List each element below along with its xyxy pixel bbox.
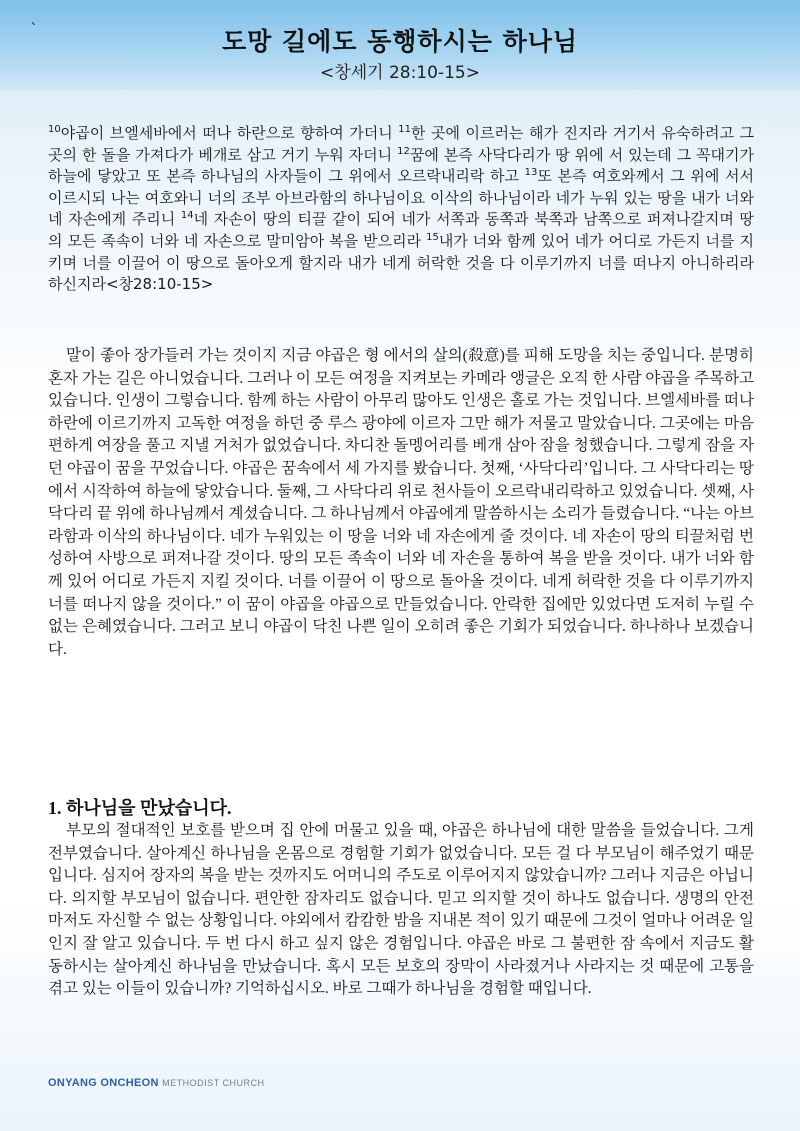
page-title: 도망 길에도 동행하시는 하나님: [221, 27, 579, 56]
header-mark: `: [30, 20, 38, 39]
verse-number: 10: [48, 124, 61, 135]
verse-text: 한 곳에 이르러는 해가 진지라 거기서 유숙하려고 그 곳의 한 돌을 가져다가 베개로 삼고 거기 누워 자더니: [48, 124, 754, 164]
scripture-passage: [48, 123, 754, 296]
verse-number: 15: [426, 231, 439, 243]
section-heading: 1. 하나님을 만났습니다.: [48, 798, 232, 818]
verse-number: 13: [524, 167, 538, 179]
verse-text: 꿈에 본즉 사닥다리가 땅 위에 서 있는데 그 꼭대기가 하늘에 닿았고 또 본즉 하나님의 사자들이 그 위에서 오르락내리락 하고: [48, 145, 754, 186]
verse-number: 14: [180, 210, 194, 222]
section-paragraph: 부모의 절대적인 보호를 받으며 집 안에 머물고 있을 때, 야곱은 하나님에 대한 말씀을 들었습니다. 그게 전부였습니다. 살아계신 하나님을 온몸으로 경험할 기회가 없었습니다. 모든 걸 다 부모님이 해주었기 때문입니다. 심지어 장자의 복을 받는 것까지도 어머니의 주도로 이루어지지 않았습니까? 그러나 지금은 아닙니다. 의지할 부모님이 없습니다. 편안한 잠자리도 없습니다. 믿고 의지할 것이 하나도 없습니다. 생명의 안전마저도 자신할 수 없는 상황입니다. 야외에서 캄캄한 밤을 지내본 적이 있기 때문에 그것이 얼마나 어려운 일인지 잘 알고 있습니다. 두 번 다시 하고 싶지 않은 경험입니다. 야곱은 바로 그 불편한 잠 속에서 지금도 활동하시는 살아계신 하나님을 만났습니다. 혹시 모든 보호의 장막이 사라졌거나 사라지는 것 때문에 고통을 겪고 있는 이들이 있습니까? 기억하십시오. 바로 그때가 하나님을 경험할 때입니다.: [48, 822, 754, 998]
intro-paragraph: 말이 좋아 장가들러 가는 것이지 지금 야곱은 형 에서의 살의(殺意)를 피해 도망을 치는 중입니다. 분명히 혼자 가는 길은 아니었습니다. 그러나 이 모든 여정을 지켜보는 카메라 앵글은 오직 한 사람 야곱을 주목하고 있습니다. 인생이 그렇습니다. 함께 하는 사람이 아무리 많아도 인생은 홀로 가는 것입니다. 브엘세바를 떠나 하란에 이르기까지 고독한 여정을 하던 중 루스 광야에 이르자 그만 해가 저물고 말았습니다. 그곳에는 마음 편하게 여장을 풀고 지낼 거처가 없었습니다. 차디찬 돌멩어리를 베개 삼아 잠을 청했습니다. 그렇게 잠을 자던 야곱이 꿈을 꾸었습니다. 야곱은 꿈속에서 세 가지를 봤습니다. 첫째, ‘사닥다리’입니다. 그 사닥다리는 땅에서 시작하여 하늘에 닿았습니다. 둘째, 그 사닥다리 위로 천사들이 오르락내리락하고 있었습니다. 셋째, 사닥다리 끝 위에 하나님께서 계셨습니다. 그 하나님께서 야곱에게 말씀하시는 소리가 들렸습니다. “나는 아브라함과 이삭의 하나님이다. 네가 누워있는 이 땅을 너와 네 자손에게 줄 것이다. 네 자손이 땅의 티끌처럼 번성하여 사방으로 퍼져나갈 것이다. 땅의 모든 족속이 너와 네 자손을 통하여 복을 받을 것이다. 내가 너와 함께 있어 어디로 가든지 지킬 것이다. 너를 이끌어 이 땅으로 돌아올 것이다. 네게 허락한 것을 다 이루기까지 너를 떠나지 않을 것이다.” 이 꿈이 야곱을 야곱으로 만들었습니다. 안락한 집에만 있었다면 도저히 누릴 수 없는 은혜였습니다. 그러고 보니 야곱이 닥친 나쁜 일이 오히려 좋은 기회가 되었습니다. 하나하나 보겠습니다.: [48, 347, 754, 658]
verse-text: 또 본즉 여호와께서 그 위에 서서 이르시되 나는 여호와니 너의 조부 아브라함의 하나님이요 이삭의 하나님이라 네가 누워 있는 땅을 내가 너와 네 자손에게 주리니: [48, 167, 754, 229]
header-banner: [0, 0, 800, 90]
scripture-reference: <창세기 28:10-15>: [320, 63, 480, 83]
verse-text: 네 자손이 땅의 티끌 같이 되어 네가 서쪽과 동쪽과 북쪽과 남쪽으로 퍼져나갈지며 땅의 모든 족속이 너와 네 자손으로 말미암아 복을 받으리라: [48, 210, 754, 250]
verse-text: 야곱이 브엘세바에서 떠나 하란으로 향하여 가더니: [60, 124, 399, 142]
church-name: ONYANG ONCHEON: [48, 1077, 159, 1089]
church-type: METHODIST CHURCH: [162, 1078, 265, 1088]
verse-number: 11: [398, 124, 411, 135]
verse-number: 12: [397, 145, 410, 157]
church-logo: [48, 1077, 264, 1089]
verse-text: 내가 너와 함께 있어 네가 어디로 가든지 너를 지키며 너를 이끌어 이 땅으로 돌아오게 할지라 내가 네게 허락한 것을 다 이루기까지 너를 떠나지 아니하리라 하신지라<창28:10-15>: [48, 231, 754, 294]
